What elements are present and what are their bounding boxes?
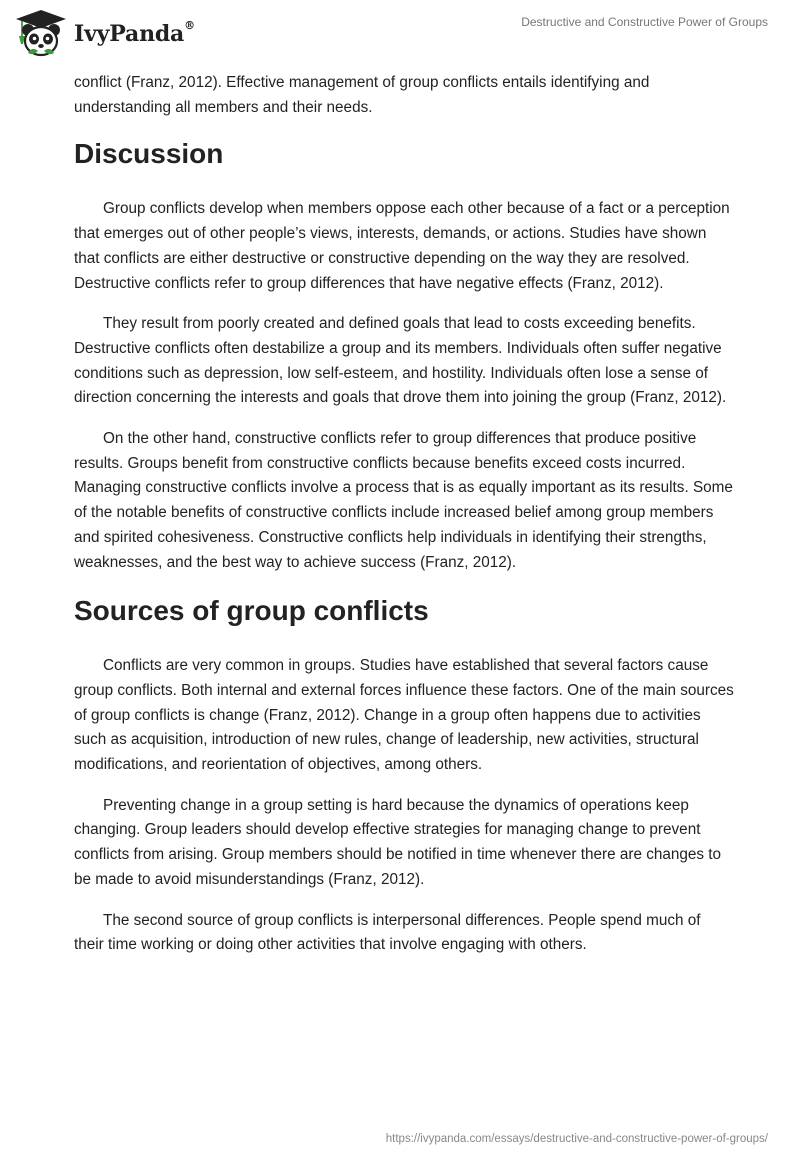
sources-paragraph-1: Conflicts are very common in groups. Studies have established that several factors cause group conflicts. Both internal and external forces influence these factors. One of the main sources of group conflicts is change (Franz, 2012). Change in a group often happens due to activities such as acquisition, introduction of new rules, change of leadership, new activities, structural modifications, and reorientation of objectives, among others. (74, 657, 734, 774)
sources-paragraph-3: The second source of group conflicts is interpersonal differences. People spend much of their time working or doing other activities that involve engaging with others. (74, 911, 701, 954)
discussion-paragraph-2: They result from poorly created and defined goals that lead to costs exceeding benefits. Destructive conflicts often destabilize a group and its members. Individuals often suffer negative conditions such as depression, low self-esteem, and hostility. Individuals often lose a sense of direction concerning the interests and goals that drove them into joining the group (Franz, 2012). (74, 315, 727, 407)
page-header (0, 0, 800, 70)
discussion-heading: Discussion (74, 138, 224, 170)
ivypanda-logo-link[interactable] (14, 8, 195, 60)
discussion-paragraph-1: Group conflicts develop when members oppose each other because of a fact or a perception that emerges out of other people’s views, interests, demands, or actions. Studies have shown that conflicts are either destructive or constructive depending on the way they are resolved. Destructive conflicts refer to group differences that have negative effects (Franz, 2012). (74, 200, 730, 292)
discussion-paragraph-3: On the other hand, constructive conflicts refer to group differences that produce positive results. Groups benefit from constructive conflicts because benefits exceed costs incurred. Managing constructive conflicts involve a process that is as equally important as its results. Some of the notable benefits of constructive conflicts include increased belief among group members and spirited cohesiveness. Constructive conflicts help individuals in identifying their strengths, weaknesses, and the best way to achieve success (Franz, 2012). (74, 430, 733, 571)
panda-graduation-cap-icon (14, 8, 68, 60)
source-url-link[interactable]: https://ivypanda.com/essays/destructive-and-constructive-power-of-groups/ (385, 1133, 768, 1145)
brand-name: IvyPanda® (74, 19, 195, 47)
essay-body (74, 71, 734, 974)
registered-mark: ® (184, 19, 195, 32)
sources-paragraph-2: Preventing change in a group setting is hard because the dynamics of operations keep changing. Group leaders should develop effective strategies for managing change to prevent conflicts from arising. Group members should be notified in time whenever there are changes to be made to avoid misunderstandings (Franz, 2012). (74, 796, 722, 888)
intro-paragraph: conflict (Franz, 2012). Effective management of group conflicts entails identifying and understanding all members and their needs. (74, 74, 650, 116)
sources-heading: Sources of group conflicts (74, 595, 429, 627)
document-title: Destructive and Constructive Power of Groups (521, 15, 768, 29)
